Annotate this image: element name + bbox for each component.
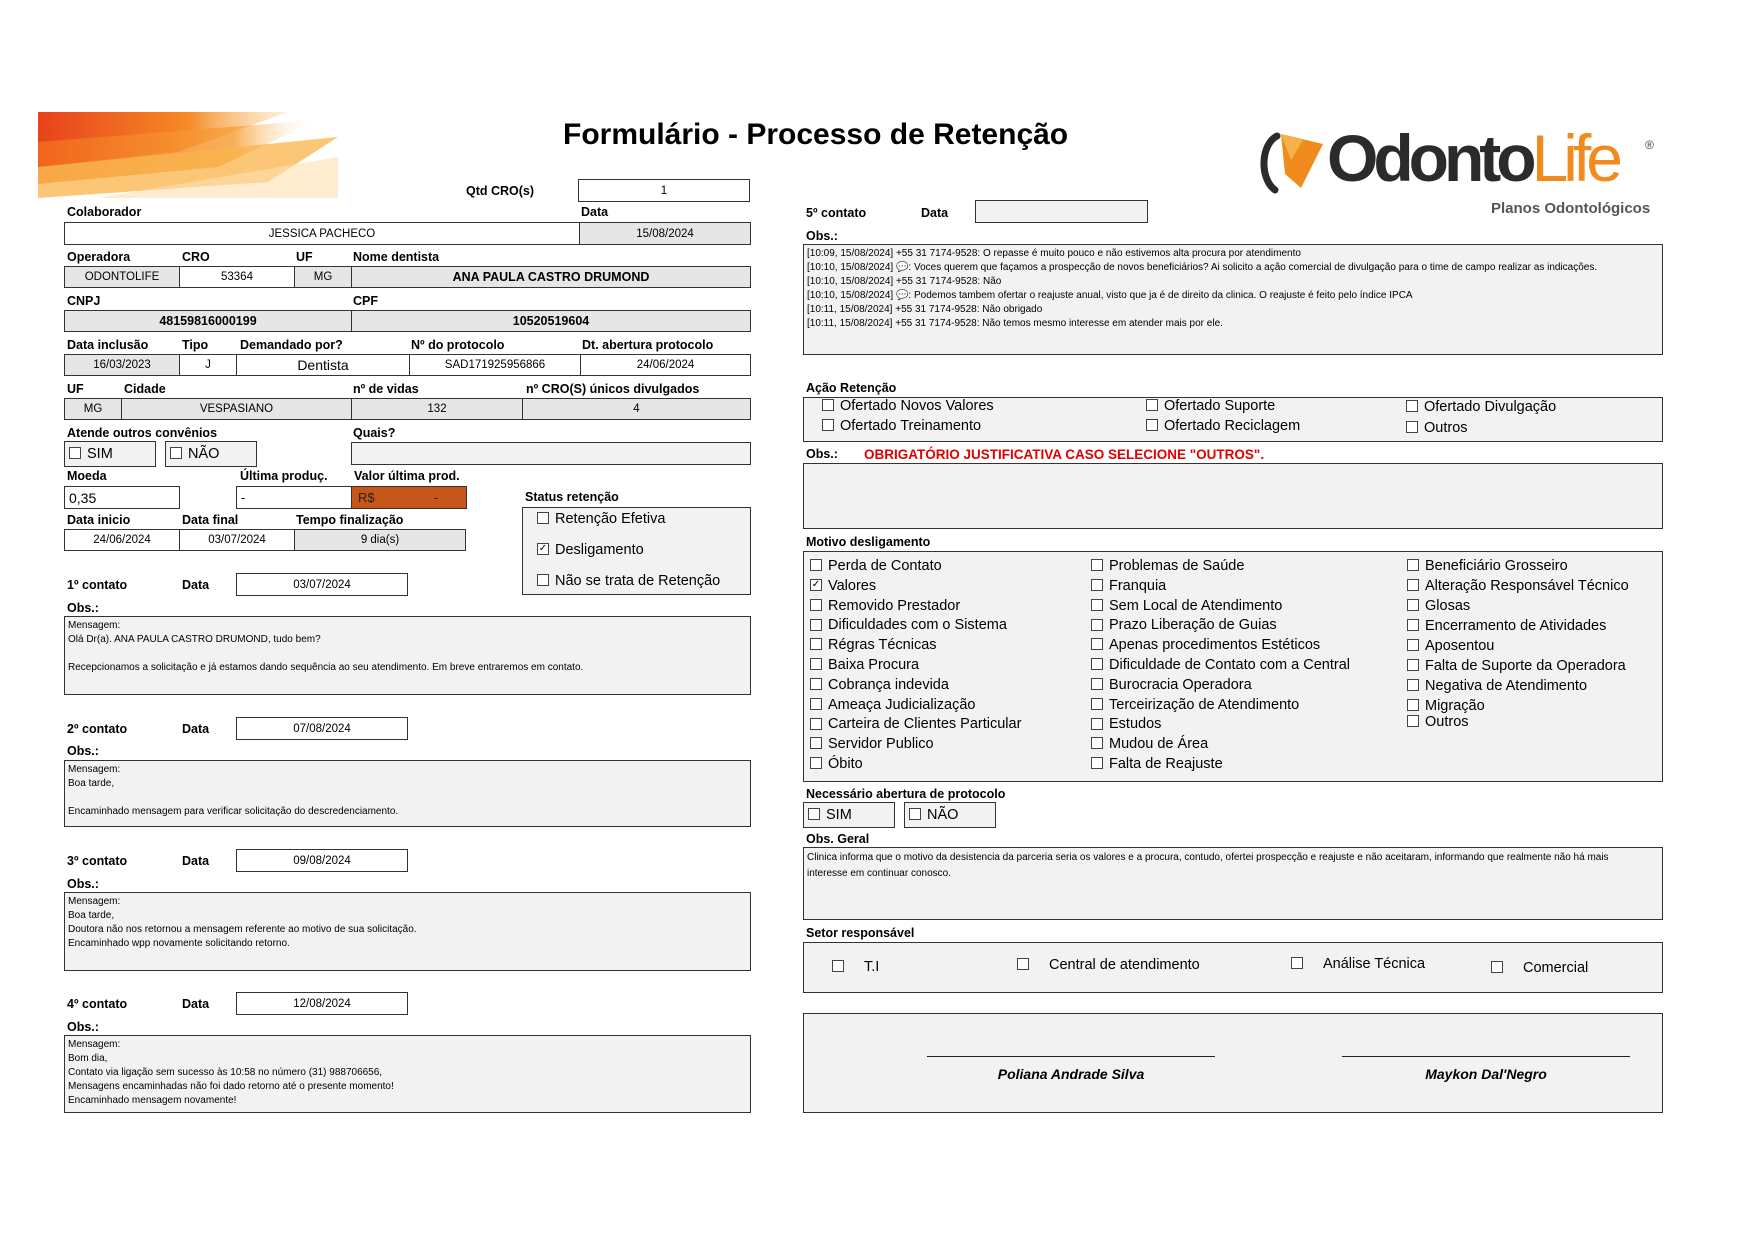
n-cros-field[interactable]: 4 bbox=[522, 398, 751, 420]
contact-4-date-field[interactable]: 12/08/2024 bbox=[236, 992, 408, 1015]
setor-ti-checkbox[interactable] bbox=[832, 960, 844, 972]
motivo-option[interactable] bbox=[1407, 714, 1469, 730]
status-nao-retencao[interactable] bbox=[537, 573, 720, 589]
odontolife-logo bbox=[1255, 121, 1655, 220]
motivo-checkbox[interactable] bbox=[810, 619, 822, 631]
setor-central-checkbox[interactable] bbox=[1017, 958, 1029, 970]
motivo-checkbox[interactable]: ✓ bbox=[811, 578, 821, 590]
motivo-option[interactable] bbox=[1407, 678, 1587, 694]
demandado-por-label: Demandado por? bbox=[240, 338, 343, 352]
dt-abertura-label: Dt. abertura protocolo bbox=[582, 338, 714, 352]
signature-name-1: Poliana Andrade Silva bbox=[997, 1066, 1145, 1082]
protocolo-nao-checkbox[interactable] bbox=[909, 808, 921, 820]
motivo-label: Prazo Liberação de Guias bbox=[1109, 617, 1277, 634]
data-inclusao-label: Data inclusão bbox=[67, 338, 149, 352]
colaborador-field[interactable]: JESSICA PACHECO bbox=[64, 222, 580, 245]
motivo-label: Valores bbox=[828, 577, 877, 594]
valor-currency: R$ bbox=[358, 490, 375, 505]
contact-3-label: 3º contato bbox=[67, 854, 128, 868]
contact-4-date-label: Data bbox=[182, 997, 210, 1011]
atende-outros-label: Atende outros convênios bbox=[67, 426, 218, 440]
motivo-checkbox[interactable] bbox=[1091, 698, 1103, 710]
setor-responsavel-box bbox=[803, 942, 1663, 993]
acao-obs-box[interactable] bbox=[803, 463, 1663, 529]
cpf-label: CPF bbox=[353, 294, 378, 308]
protocolo-nao-label: NÃO bbox=[927, 807, 959, 823]
contact-4-obs-label: Obs.: bbox=[67, 1020, 99, 1034]
status-efetiva-label: Retenção Efetiva bbox=[555, 511, 666, 527]
obs-geral-text: Clinica informa que o motivo da desistencia da parceria seria os valores e a procura, contudo, ofertei prospecção e reajuste e não aceitaram, informando que realmente não há mais interesse em continuar conosco. bbox=[807, 852, 1609, 879]
atende-sim-label: SIM bbox=[87, 446, 113, 462]
data-final-field[interactable]: 03/07/2024 bbox=[179, 529, 295, 551]
motivo-option[interactable] bbox=[1091, 657, 1350, 673]
contact-3-date-label: Data bbox=[182, 854, 210, 868]
contact-5-obs-label: Obs.: bbox=[806, 229, 838, 243]
contact-1-obs-box[interactable] bbox=[64, 616, 751, 695]
setor-central[interactable] bbox=[1017, 957, 1200, 973]
signature-name-2: Maykon Dal'Negro bbox=[1425, 1066, 1547, 1082]
data-inclusao-field[interactable]: 16/03/2023 bbox=[64, 354, 180, 376]
motivo-label: Estudos bbox=[1109, 716, 1162, 733]
contact-2-date-label: Data bbox=[182, 722, 210, 736]
data-final-label: Data final bbox=[182, 513, 239, 527]
motivo-option[interactable] bbox=[1091, 617, 1277, 633]
logo-mark-icon bbox=[1255, 130, 1325, 196]
signature-line-1 bbox=[927, 1056, 1215, 1057]
acao-divulgacao-checkbox[interactable] bbox=[1406, 400, 1418, 412]
motivo-option[interactable] bbox=[810, 598, 960, 614]
contact-1-obs-label: Obs.: bbox=[67, 601, 99, 615]
motivo-checkbox[interactable] bbox=[810, 718, 822, 730]
motivo-checkbox[interactable] bbox=[810, 698, 822, 710]
setor-analise[interactable] bbox=[1291, 956, 1425, 972]
contact-1-date-field[interactable]: 03/07/2024 bbox=[236, 573, 408, 596]
contact-1-text: Mensagem: Olá Dr(a). ANA PAULA CASTRO DRUMOND, tudo bem? Recepcionamos a solicitação e já estamos dando sequência ao seu atendimento. Em breve entraremos em contato. bbox=[68, 620, 584, 673]
protocolo-sim-label: SIM bbox=[826, 807, 852, 823]
protocolo-nao-option[interactable] bbox=[904, 802, 996, 828]
motivo-label: Carteira de Clientes Particular bbox=[828, 716, 1022, 733]
acao-divulgacao-label: Ofertado Divulgação bbox=[1424, 399, 1557, 415]
motivo-checkbox[interactable] bbox=[1407, 659, 1419, 671]
motivo-option[interactable] bbox=[1407, 658, 1626, 674]
motivo-label: Aposentou bbox=[1425, 638, 1495, 654]
status-desligamento-checkbox[interactable]: ✓ bbox=[538, 543, 548, 555]
motivo-label: Cobrança indevida bbox=[828, 676, 949, 693]
contact-4-obs-box[interactable] bbox=[64, 1035, 751, 1113]
motivo-option[interactable] bbox=[1091, 677, 1252, 693]
contact-4-text: Mensagem: Bom dia, Contato via ligação sem sucesso às 10:58 no número (31) 988706656, Mensagens encaminhadas não foi dado retorno até o presente momento! Encaminhado mensagem novamente! bbox=[68, 1039, 394, 1106]
setor-comercial-checkbox[interactable] bbox=[1491, 961, 1503, 973]
motivo-option[interactable] bbox=[1091, 637, 1320, 653]
contact-1-label: 1º contato bbox=[67, 578, 128, 592]
motivo-label: Beneficiário Grosseiro bbox=[1425, 558, 1568, 574]
logo-registered-mark: ® bbox=[1645, 138, 1654, 152]
motivo-checkbox[interactable] bbox=[1091, 658, 1103, 670]
contact-1-date-label: Data bbox=[182, 578, 210, 592]
motivo-option[interactable] bbox=[810, 578, 876, 594]
motivo-label: Encerramento de Atividades bbox=[1425, 618, 1607, 634]
setor-analise-label: Análise Técnica bbox=[1323, 956, 1426, 972]
nome-dentista-field[interactable]: ANA PAULA CASTRO DRUMOND bbox=[351, 266, 751, 288]
setor-responsavel-label: Setor responsável bbox=[806, 926, 915, 940]
status-nao-retencao-checkbox[interactable] bbox=[537, 574, 549, 586]
motivo-label: Ameaça Judicialização bbox=[828, 696, 976, 713]
motivo-checkbox[interactable] bbox=[810, 658, 822, 670]
motivo-option[interactable] bbox=[810, 716, 1021, 732]
motivo-label: Perda de Contato bbox=[828, 558, 942, 574]
contact-2-label: 2º contato bbox=[67, 722, 128, 736]
contact-4-label: 4º contato bbox=[67, 997, 128, 1011]
n-cros-label: nº CRO(S) únicos divulgados bbox=[526, 382, 700, 396]
acao-retencao-box bbox=[803, 397, 1663, 442]
motivo-checkbox[interactable] bbox=[1407, 559, 1419, 571]
operadora-label: Operadora bbox=[67, 250, 131, 264]
data-field[interactable]: 15/08/2024 bbox=[579, 222, 751, 245]
tempo-finalizacao-label: Tempo finalização bbox=[296, 513, 404, 527]
quais-label: Quais? bbox=[353, 426, 396, 440]
motivo-checkbox[interactable] bbox=[1407, 599, 1419, 611]
motivo-label: Franquia bbox=[1109, 577, 1167, 594]
obs-geral-label: Obs. Geral bbox=[806, 832, 870, 846]
motivo-checkbox[interactable] bbox=[1091, 619, 1103, 631]
acao-outros[interactable] bbox=[1406, 420, 1468, 436]
motivo-label: Falta de Suporte da Operadora bbox=[1425, 658, 1626, 674]
cnpj-field[interactable]: 48159816000199 bbox=[64, 310, 352, 332]
n-vidas-field[interactable]: 132 bbox=[351, 398, 523, 420]
atende-nao-checkbox[interactable] bbox=[170, 447, 182, 459]
data-inicio-field[interactable]: 24/06/2024 bbox=[64, 529, 180, 551]
motivo-option[interactable] bbox=[1091, 756, 1223, 772]
contact-3-text: Mensagem: Boa tarde, Doutora não nos retornou a mensagem referente ao motivo de sua solicitação. Encaminhado wpp novamente solicitando retorno. bbox=[68, 896, 417, 949]
motivo-label: Apenas procedimentos Estéticos bbox=[1109, 637, 1321, 654]
motivo-label: Dificuldades com o Sistema bbox=[828, 617, 1007, 634]
motivo-label: Problemas de Saúde bbox=[1109, 558, 1245, 574]
acao-treinamento[interactable] bbox=[822, 418, 981, 434]
motivo-checkbox[interactable] bbox=[810, 599, 822, 611]
motivo-option[interactable] bbox=[810, 558, 942, 574]
cpf-field[interactable]: 10520519604 bbox=[351, 310, 751, 332]
motivo-label: Glosas bbox=[1425, 598, 1471, 614]
motivo-label: Servidor Publico bbox=[828, 736, 934, 753]
contact-2-text: Mensagem: Boa tarde, Encaminhado mensagem para verificar solicitação do descredenciamento. bbox=[68, 764, 399, 817]
ultima-producao-field[interactable]: - bbox=[236, 486, 352, 509]
motivo-checkbox[interactable] bbox=[1407, 579, 1419, 591]
contact-5-label: 5º contato bbox=[806, 206, 867, 220]
form-title: Formulário - Processo de Retenção bbox=[563, 118, 1069, 151]
data-inicio-label: Data inicio bbox=[67, 513, 131, 527]
atende-sim-option[interactable] bbox=[64, 441, 156, 467]
cidade-label: Cidade bbox=[124, 382, 166, 396]
motivo-label: Migração bbox=[1425, 698, 1485, 714]
status-efetiva-checkbox[interactable] bbox=[537, 512, 549, 524]
motivo-label: Terceirização de Atendimento bbox=[1109, 696, 1300, 713]
status-nao-retencao-label: Não se trata de Retenção bbox=[555, 573, 721, 589]
motivo-checkbox[interactable] bbox=[810, 559, 822, 571]
uf-field[interactable]: MG bbox=[294, 266, 352, 288]
cnpj-label: CNPJ bbox=[67, 294, 101, 308]
acao-treinamento-label: Ofertado Treinamento bbox=[840, 418, 982, 434]
motivo-checkbox[interactable] bbox=[1091, 718, 1103, 730]
status-desligamento[interactable] bbox=[537, 542, 644, 558]
motivo-label: Óbito bbox=[828, 756, 863, 772]
acao-novos-valores-checkbox[interactable] bbox=[822, 399, 834, 411]
signatures-box bbox=[803, 1013, 1663, 1113]
acao-reciclagem-label: Ofertado Reciclagem bbox=[1164, 418, 1301, 434]
setor-central-label: Central de atendimento bbox=[1049, 957, 1200, 973]
acao-obs-warning: OBRIGATÓRIO JUSTIFICATIVA CASO SELECIONE "OUTROS". bbox=[864, 447, 1265, 462]
n-vidas-label: nº de vidas bbox=[353, 382, 419, 396]
motivo-checkbox[interactable] bbox=[1407, 715, 1419, 727]
motivo-label: Alteração Responsável Técnico bbox=[1425, 578, 1629, 594]
operadora-field[interactable]: ODONTOLIFE bbox=[64, 266, 180, 288]
motivo-checkbox[interactable] bbox=[810, 737, 822, 749]
motivo-checkbox[interactable] bbox=[1091, 559, 1103, 571]
nome-dentista-label: Nome dentista bbox=[353, 250, 440, 264]
cro-label: CRO bbox=[182, 250, 210, 264]
acao-retencao-label: Ação Retenção bbox=[806, 381, 897, 395]
valor-amount: - bbox=[433, 490, 438, 505]
motivo-option[interactable] bbox=[1407, 618, 1606, 634]
contact-5-date-label: Data bbox=[921, 206, 949, 220]
motivo-option[interactable] bbox=[810, 657, 919, 673]
uf-label: UF bbox=[296, 250, 313, 264]
motivo-option[interactable] bbox=[810, 637, 937, 653]
cro-field[interactable]: 53364 bbox=[179, 266, 295, 288]
motivo-option[interactable] bbox=[810, 736, 934, 752]
logo-text: OdontoLife bbox=[1327, 121, 1618, 195]
motivo-checkbox[interactable] bbox=[1407, 619, 1419, 631]
acao-suporte-checkbox[interactable] bbox=[1146, 399, 1158, 411]
acao-outros-checkbox[interactable] bbox=[1406, 421, 1418, 433]
motivo-checkbox[interactable] bbox=[1407, 699, 1419, 711]
atende-nao-label: NÃO bbox=[188, 446, 220, 462]
protocolo-sim-option[interactable] bbox=[803, 802, 895, 828]
acao-suporte-label: Ofertado Suporte bbox=[1164, 398, 1276, 414]
dt-abertura-field[interactable]: 24/06/2024 bbox=[580, 354, 751, 376]
motivo-checkbox[interactable] bbox=[810, 678, 822, 690]
data-label: Data bbox=[581, 205, 609, 219]
contact-3-obs-label: Obs.: bbox=[67, 877, 99, 891]
tipo-label: Tipo bbox=[182, 338, 209, 352]
quais-field[interactable] bbox=[351, 442, 751, 465]
demandado-por-field[interactable]: Dentista bbox=[236, 354, 410, 376]
cidade-field[interactable]: VESPASIANO bbox=[121, 398, 352, 420]
header-stripes-graphic bbox=[38, 112, 338, 198]
status-retencao-efetiva[interactable] bbox=[537, 511, 665, 527]
contact-5-text: [10:09, 15/08/2024] +55 31 7174-9528: O repasse é muito pouco e não estivemos alta procura por atendimento [10:10, 15/08/2024] 💬: Voces querem que façamos a prospecção de novos beneficiários? Ai solicito a ação comercial de divulgação para o time de campo realizar as indicações. [10:10, 15/08/2024] +55 31 7174-9528: Não [10:10, 15/08/2024] 💬: Podemos tambem ofertar o reajuste anual, visto que ja é de direito da clinica. O reajuste é feito pelo índice IPCA [10:11, 15/08/2024] +55 31 7174-9528: Não obrigado [10:11, 15/08/2024] +55 31 7174-9528: Não temos mesmo interesse em atender mais por ele. bbox=[807, 248, 1598, 329]
acao-divulgacao[interactable] bbox=[1406, 399, 1556, 415]
setor-ti-label: T.I bbox=[864, 959, 880, 975]
motivo-option[interactable] bbox=[810, 697, 976, 713]
colaborador-label: Colaborador bbox=[67, 205, 142, 219]
logo-tagline: Planos Odontológicos bbox=[1491, 200, 1651, 217]
contact-2-date-field[interactable]: 07/08/2024 bbox=[236, 717, 408, 740]
acao-suporte[interactable] bbox=[1146, 398, 1275, 414]
motivo-label: Negativa de Atendimento bbox=[1425, 678, 1588, 694]
motivo-label: Mudou de Área bbox=[1109, 736, 1209, 753]
motivo-checkbox[interactable] bbox=[1091, 638, 1103, 650]
acao-reciclagem-checkbox[interactable] bbox=[1146, 419, 1158, 431]
motivo-option[interactable] bbox=[1407, 698, 1485, 714]
motivo-checkbox[interactable] bbox=[1091, 757, 1103, 769]
setor-ti[interactable] bbox=[832, 959, 879, 975]
valor-ultima-field[interactable] bbox=[351, 486, 467, 509]
status-retencao-box bbox=[522, 507, 751, 595]
motivo-option[interactable] bbox=[1091, 736, 1208, 752]
motivo-option[interactable] bbox=[1407, 578, 1629, 594]
motivo-checkbox[interactable] bbox=[1407, 679, 1419, 691]
motivo-option[interactable] bbox=[1407, 598, 1470, 614]
protocolo-sim-checkbox[interactable] bbox=[808, 808, 820, 820]
motivo-label: Sem Local de Atendimento bbox=[1109, 597, 1283, 614]
status-retencao-label: Status retenção bbox=[525, 490, 619, 504]
valor-ultima-label: Valor última prod. bbox=[354, 469, 460, 483]
motivo-label: Falta de Reajuste bbox=[1109, 756, 1223, 772]
moeda-field[interactable]: 0,35 bbox=[64, 486, 180, 509]
motivo-desligamento-box bbox=[803, 551, 1663, 782]
motivo-option[interactable] bbox=[810, 756, 863, 772]
contact-2-obs-box[interactable] bbox=[64, 760, 751, 827]
motivo-option[interactable] bbox=[1407, 558, 1568, 574]
motivo-option[interactable] bbox=[1091, 578, 1166, 594]
acao-reciclagem[interactable] bbox=[1146, 418, 1300, 434]
motivo-checkbox[interactable] bbox=[1407, 639, 1419, 651]
atende-nao-option[interactable] bbox=[165, 441, 257, 467]
uf2-field[interactable]: MG bbox=[64, 398, 122, 420]
atende-sim-checkbox[interactable] bbox=[69, 447, 81, 459]
acao-obs-label: Obs.: bbox=[806, 447, 838, 461]
motivo-option[interactable] bbox=[1407, 638, 1494, 654]
tempo-finalizacao-field[interactable]: 9 dia(s) bbox=[294, 529, 466, 551]
contact-5-obs-box[interactable] bbox=[803, 244, 1663, 355]
setor-comercial-label: Comercial bbox=[1523, 960, 1589, 976]
n-protocolo-field[interactable]: SAD171925956866 bbox=[409, 354, 581, 376]
motivo-option[interactable] bbox=[810, 677, 949, 693]
ultima-producao-label: Última produç. bbox=[240, 469, 328, 483]
motivo-option[interactable] bbox=[1091, 716, 1161, 732]
n-protocolo-label: Nº do protocolo bbox=[411, 338, 505, 352]
motivo-label: Régras Técnicas bbox=[828, 637, 937, 654]
necessario-protocolo-label: Necessário abertura de protocolo bbox=[806, 787, 1006, 801]
qtd-cro-label: Qtd CRO(s) bbox=[466, 184, 535, 198]
signature-line-2 bbox=[1342, 1056, 1630, 1057]
motivo-label: Removido Prestador bbox=[828, 597, 961, 614]
motivo-checkbox[interactable] bbox=[1091, 599, 1103, 611]
motivo-label: Dificuldade de Contato com a Central bbox=[1109, 657, 1350, 673]
moeda-label: Moeda bbox=[67, 469, 107, 483]
motivo-label: Burocracia Operadora bbox=[1109, 676, 1252, 693]
motivo-checkbox[interactable] bbox=[1091, 737, 1103, 749]
acao-novos-valores[interactable] bbox=[822, 398, 994, 414]
contact-2-obs-label: Obs.: bbox=[67, 744, 99, 758]
setor-comercial[interactable] bbox=[1491, 960, 1588, 976]
obs-geral-box[interactable] bbox=[803, 847, 1663, 920]
motivo-option[interactable] bbox=[1091, 598, 1282, 614]
acao-outros-label: Outros bbox=[1424, 420, 1468, 436]
motivo-desligamento-label: Motivo desligamento bbox=[806, 535, 931, 549]
contact-3-obs-box[interactable] bbox=[64, 892, 751, 971]
motivo-checkbox[interactable] bbox=[810, 638, 822, 650]
qtd-cro-field[interactable]: 1 bbox=[578, 179, 750, 202]
motivo-checkbox[interactable] bbox=[810, 757, 822, 769]
motivo-option[interactable] bbox=[1091, 697, 1299, 713]
motivo-option[interactable] bbox=[810, 617, 1007, 633]
motivo-label: Baixa Procura bbox=[828, 657, 920, 673]
tipo-field[interactable]: J bbox=[179, 354, 237, 376]
contact-5-date-field[interactable] bbox=[975, 200, 1148, 223]
setor-analise-checkbox[interactable] bbox=[1291, 957, 1303, 969]
status-desligamento-label: Desligamento bbox=[555, 542, 644, 558]
uf2-label: UF bbox=[67, 382, 84, 396]
acao-treinamento-checkbox[interactable] bbox=[822, 419, 834, 431]
motivo-label: Outros bbox=[1425, 714, 1469, 730]
contact-3-date-field[interactable]: 09/08/2024 bbox=[236, 849, 408, 872]
motivo-checkbox[interactable] bbox=[1091, 579, 1103, 591]
motivo-option[interactable] bbox=[1091, 558, 1244, 574]
acao-novos-valores-label: Ofertado Novos Valores bbox=[840, 398, 994, 414]
motivo-checkbox[interactable] bbox=[1091, 678, 1103, 690]
